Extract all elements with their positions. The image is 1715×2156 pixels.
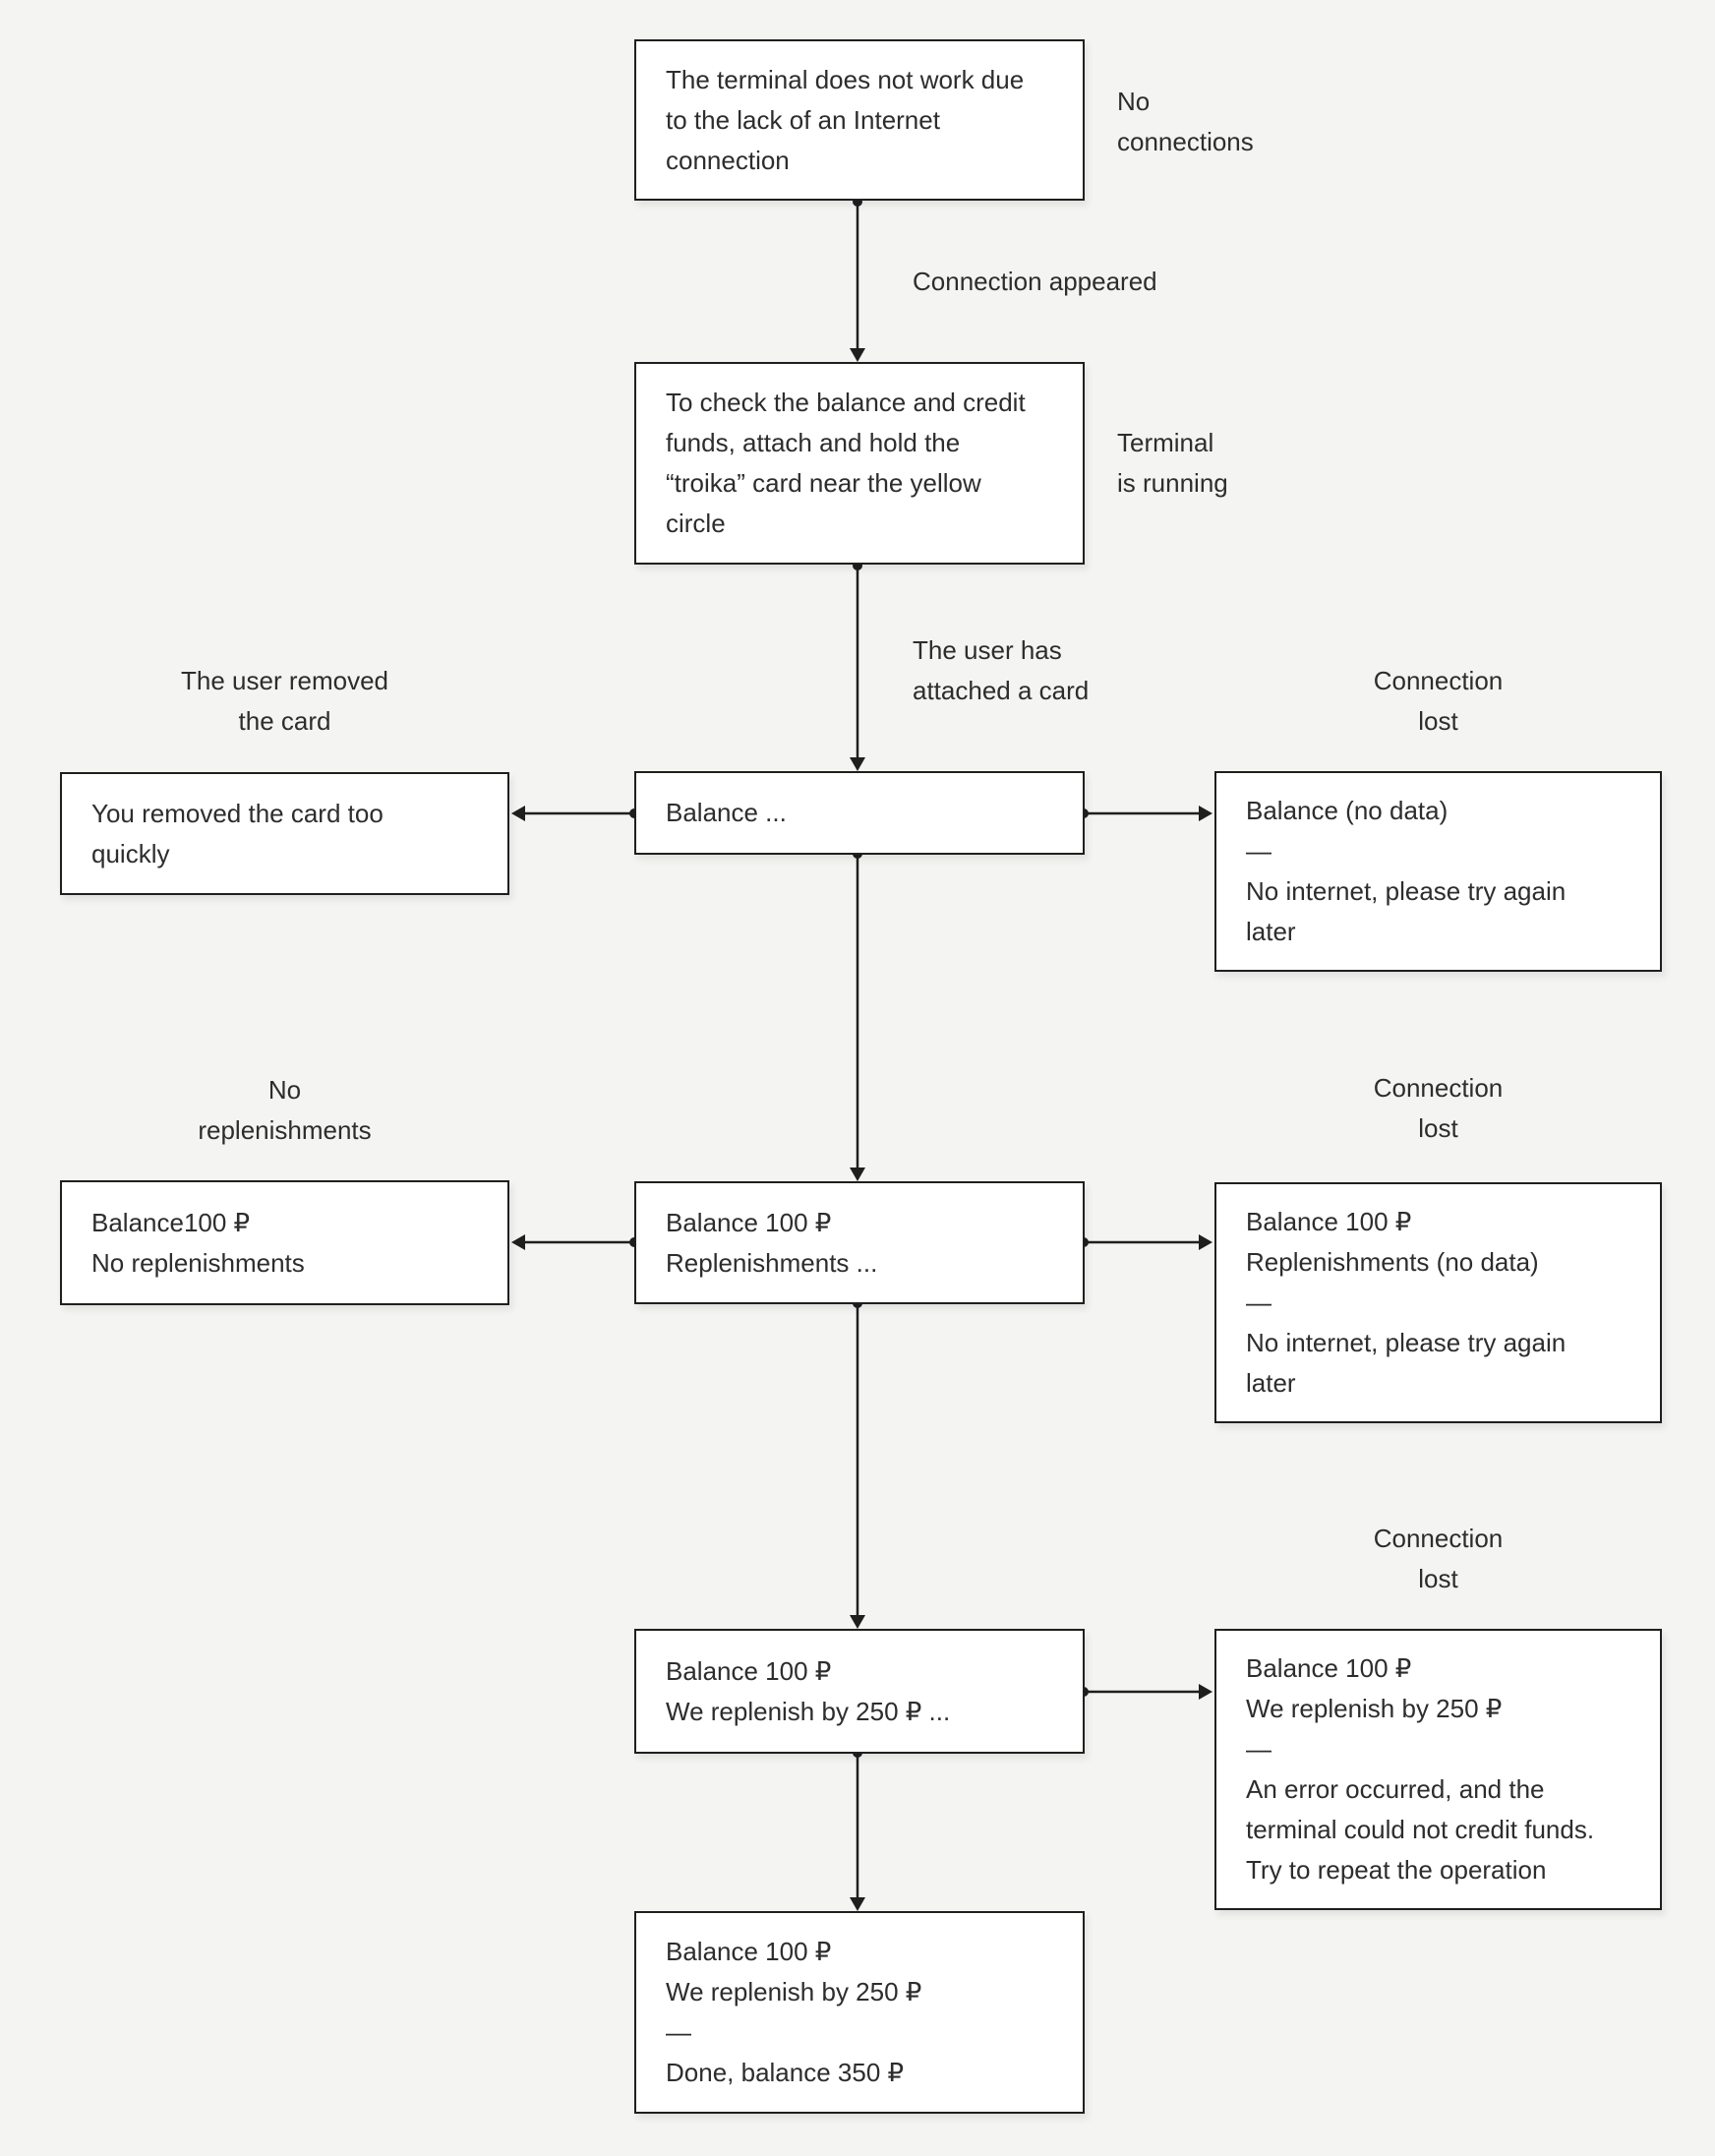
node-replenish-error	[1214, 1629, 1662, 1910]
text-line: quickly	[91, 838, 170, 868]
label-terminal-running	[1117, 423, 1228, 504]
text-line: replenishments	[198, 1115, 372, 1145]
edge-connection-appeared	[850, 197, 865, 362]
text-line: Connection	[1373, 666, 1504, 695]
node-replenishments-no-data	[1214, 1182, 1662, 1423]
node-replenish-loading	[634, 1629, 1085, 1754]
label-connection-lost-replenish	[1214, 1519, 1662, 1599]
edge-replenishments-to-replenish	[850, 1298, 865, 1629]
node-balance-loading	[634, 771, 1085, 855]
text-line: Connection appeared	[913, 267, 1157, 296]
node-replenishments-loading	[634, 1181, 1085, 1304]
label-no-replenishments	[60, 1070, 509, 1151]
node-replenish-done	[634, 1911, 1085, 2114]
text-line: Connection	[1373, 1524, 1504, 1553]
text-line: No	[1117, 87, 1151, 116]
label-user-attached-card	[913, 630, 1089, 711]
text-line: The user removed	[181, 666, 388, 695]
text-line: is running	[1117, 468, 1228, 498]
text-line: No internet, please try again	[1246, 876, 1567, 906]
text-line: We replenish by 250 ₽ ...	[666, 1696, 951, 1726]
text-line: You removed the card too	[91, 798, 384, 828]
node-balance-no-data	[1214, 771, 1662, 972]
text-line: To check the balance and credit	[666, 388, 1026, 417]
text-line: circle	[666, 509, 726, 538]
text-line: No	[267, 1075, 302, 1105]
text-line: No replenishments	[91, 1247, 305, 1278]
edge-no-replenishments	[511, 1234, 639, 1250]
text-line: Done, balance 350 ₽	[666, 2058, 905, 2087]
arrowhead-right-icon	[1199, 806, 1212, 821]
text-line: “troika” card near the yellow	[666, 468, 981, 498]
arrowhead-down-icon	[850, 1615, 865, 1629]
arrowhead-right-icon	[1199, 1234, 1212, 1250]
text-line: —	[1246, 1734, 1271, 1764]
text-line: Balance 100 ₽	[1246, 1653, 1412, 1683]
text-line: Terminal	[1117, 428, 1214, 457]
node-check-balance	[634, 362, 1085, 565]
text-line: connection	[666, 145, 790, 175]
edge-balance-to-replenishments	[850, 849, 865, 1181]
text-line: later	[1246, 1368, 1296, 1398]
text-line: No internet, please try again	[1246, 1328, 1567, 1357]
text-line: Balance100 ₽	[91, 1207, 251, 1237]
text-line: Balance 100 ₽	[666, 1207, 832, 1237]
text-line: lost	[1418, 1564, 1458, 1593]
arrowhead-down-icon	[850, 1168, 865, 1181]
text-line: terminal could not credit funds.	[1246, 1815, 1595, 1844]
text-line: —	[666, 2017, 691, 2047]
node-card-removed	[60, 772, 509, 895]
text-line: Balance (no data)	[1246, 796, 1449, 825]
text-line: We replenish by 250 ₽	[666, 1977, 922, 2006]
text-line: Try to repeat the operation	[1246, 1855, 1547, 1885]
text-line: We replenish by 250 ₽	[1246, 1694, 1503, 1723]
text-line: An error occurred, and the	[1246, 1774, 1545, 1804]
text-line: The terminal does not work due	[666, 64, 1025, 94]
text-line: Balance ...	[666, 798, 787, 827]
text-line: Replenishments ...	[666, 1247, 878, 1278]
label-user-removed-card	[60, 661, 509, 742]
text-line: Balance 100 ₽	[1246, 1207, 1412, 1236]
label-no-connections	[1117, 82, 1254, 162]
arrowhead-left-icon	[511, 1234, 525, 1250]
text-line: lost	[1418, 706, 1458, 736]
arrowhead-left-icon	[511, 806, 525, 821]
text-line: The user has	[913, 635, 1062, 665]
text-line: to the lack of an Internet	[666, 104, 940, 135]
node-no-replenishments	[60, 1180, 509, 1305]
text-line: Replenishments (no data)	[1246, 1247, 1539, 1277]
node-terminal-offline	[634, 39, 1085, 201]
text-line: later	[1246, 917, 1296, 946]
edge-replenish-to-done	[850, 1748, 865, 1911]
text-line: lost	[1418, 1113, 1458, 1143]
text-line: funds, attach and hold the	[666, 428, 961, 457]
edge-connection-lost-balance	[1079, 806, 1212, 821]
text-line: Balance 100 ₽	[666, 1937, 832, 1966]
text-line: connections	[1117, 127, 1254, 156]
label-connection-lost-replenishments	[1214, 1068, 1662, 1149]
edge-connection-lost-replenish	[1079, 1684, 1212, 1700]
arrowhead-right-icon	[1199, 1684, 1212, 1700]
edge-user-attached-card	[850, 561, 865, 771]
text-line: Balance 100 ₽	[666, 1655, 832, 1686]
edge-connection-lost-replenishments	[1079, 1234, 1212, 1250]
text-line: —	[1246, 1288, 1271, 1317]
text-line: the card	[238, 706, 331, 736]
text-line: Connection	[1373, 1073, 1504, 1103]
text-line: —	[1246, 836, 1271, 866]
arrowhead-down-icon	[850, 757, 865, 771]
text-line: attached a card	[913, 676, 1090, 705]
arrowhead-down-icon	[850, 348, 865, 362]
edge-user-removed-card	[511, 806, 639, 821]
label-connection-appeared	[913, 262, 1157, 302]
label-connection-lost-balance	[1214, 661, 1662, 742]
arrowhead-down-icon	[850, 1897, 865, 1911]
